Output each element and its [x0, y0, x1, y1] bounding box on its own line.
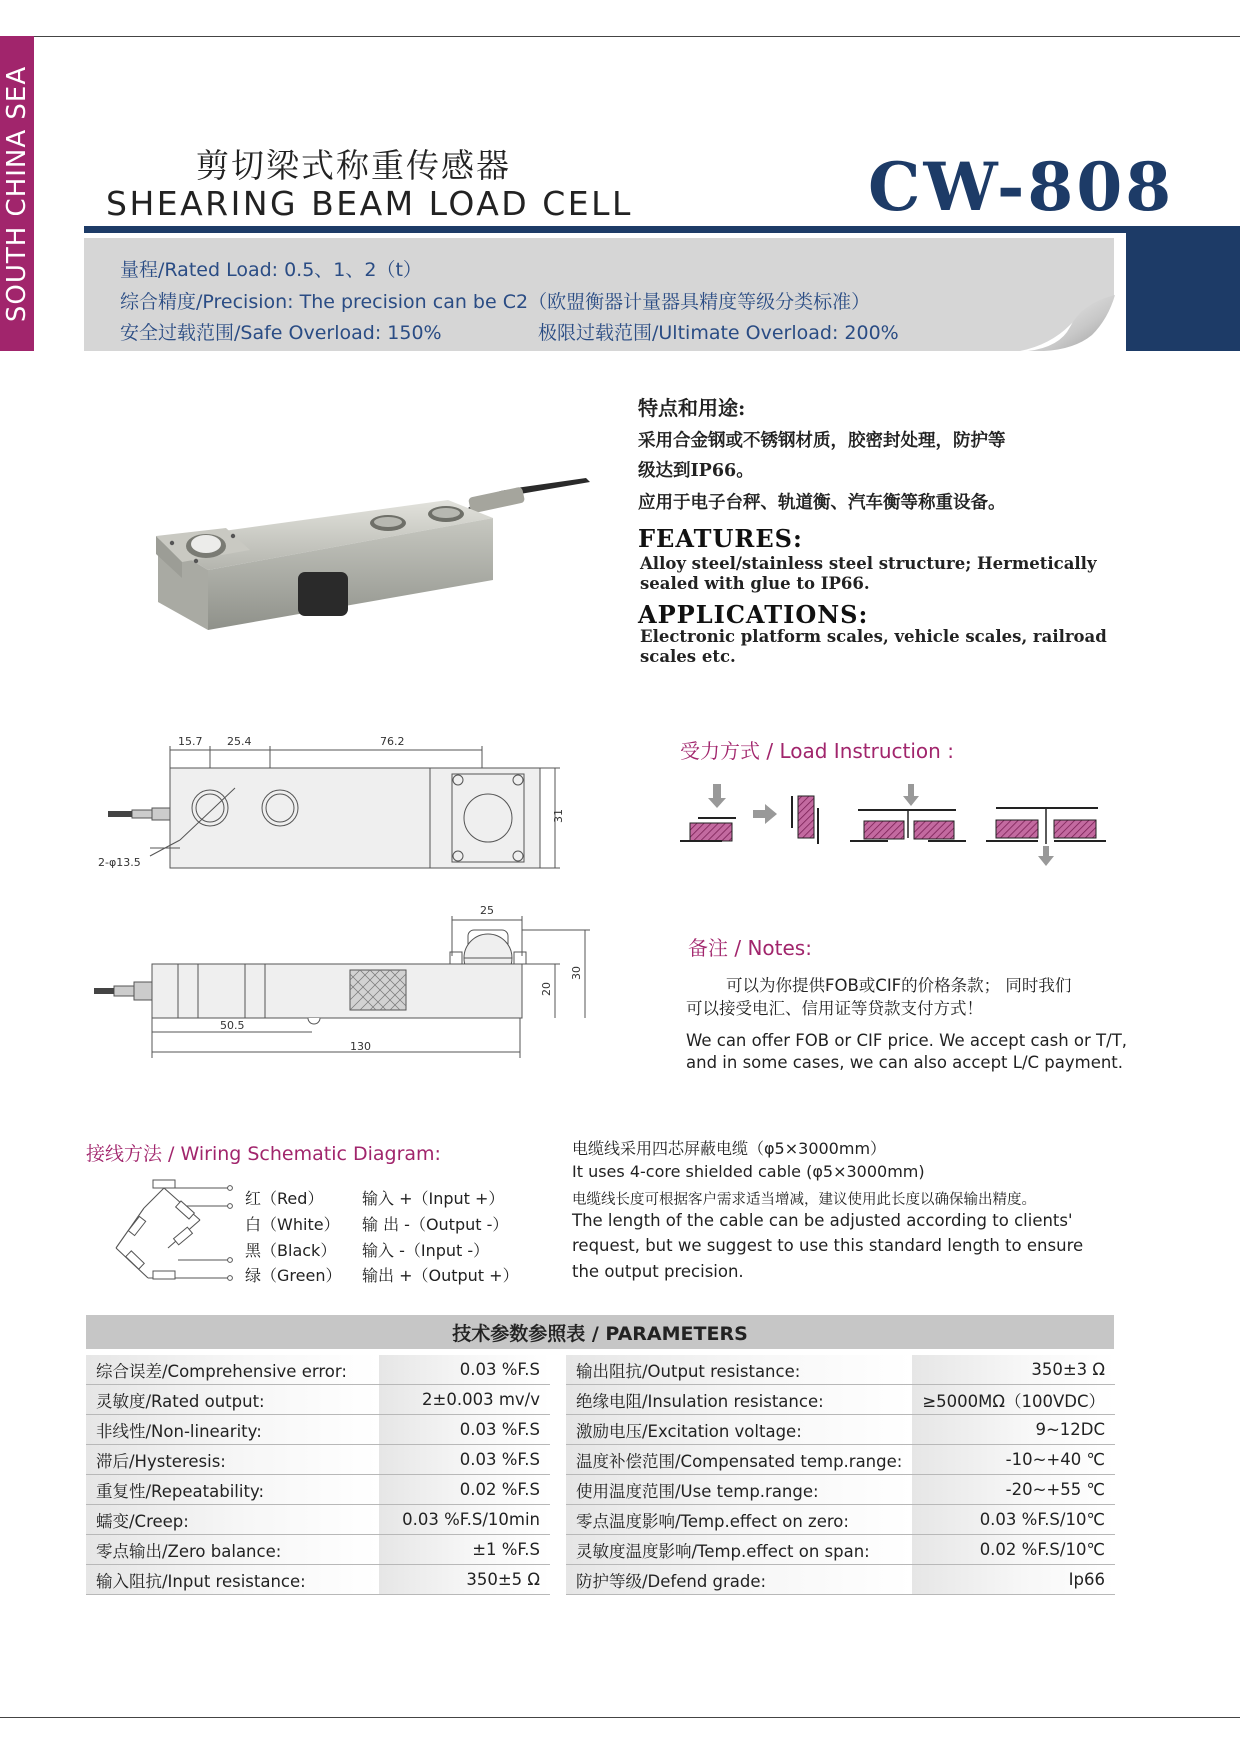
parameter-value: ≥5000MΩ（100VDC）	[912, 1385, 1115, 1415]
parameter-label: 非线性/Non-linearity:	[86, 1415, 379, 1445]
cable-line-6: the output precision.	[572, 1262, 744, 1281]
parameter-value: 0.03 %F.S/10min	[379, 1505, 550, 1535]
parameter-row	[566, 1445, 1115, 1475]
parameter-label: 零点输出/Zero balance:	[86, 1535, 379, 1565]
wire-green-cn: 绿	[245, 1266, 262, 1285]
features-cn-line-2: 级达到IP66。	[638, 461, 754, 481]
wire-white-function: 输 出 -（Output -）	[362, 1215, 509, 1234]
dim-76-2: 76.2	[380, 735, 405, 748]
header-rule	[84, 226, 1240, 233]
parameter-value: ±1 %F.S	[379, 1535, 550, 1565]
parameter-label: 重复性/Repeatability:	[86, 1475, 379, 1505]
title-english: SHEARING BEAM LOAD CELL	[106, 184, 633, 223]
spec-ultimate-overload: 极限过载范围/Ultimate Overload: 200%	[538, 322, 899, 344]
parameter-value: 0.02 %F.S/10℃	[912, 1535, 1115, 1565]
features-cn-heading: 特点和用途:	[638, 396, 746, 420]
parameter-label: 绝缘电阻/Insulation resistance:	[566, 1385, 912, 1415]
load-cell-photo	[148, 470, 608, 645]
parameter-row	[86, 1415, 550, 1445]
cable-line-3: 电缆线长度可根据客户需求适当增减，建议使用此长度以确保输出精度。	[572, 1192, 1036, 1208]
spec-safe-overload: 安全过载范围/Safe Overload: 150%	[120, 322, 442, 344]
parameters-title: 技术参数参照表 / PARAMETERS	[86, 1315, 1114, 1349]
parameter-value: 350±3 Ω	[912, 1355, 1115, 1385]
load-instruction-title-cn: 受力方式	[680, 739, 760, 763]
parameter-value: Ip66	[912, 1565, 1115, 1595]
wire-black-cn: 黑	[245, 1241, 262, 1260]
parameter-label: 输出阻抗/Output resistance:	[566, 1355, 912, 1385]
header-blue-block	[1126, 226, 1240, 351]
parameter-row	[86, 1565, 550, 1595]
parameter-label: 灵敏度/Rated output:	[86, 1385, 379, 1415]
parameter-label: 温度补偿范围/Compensated temp.range:	[566, 1445, 912, 1475]
wire-white-cn: 白	[245, 1215, 262, 1234]
features-cn-line-3: 应用于电子台秤、轨道衡、汽车衡等称重设备。	[638, 493, 1006, 513]
parameter-row	[566, 1535, 1115, 1565]
features-line-1: Alloy steel/stainless steel structure; Hermetically	[640, 554, 1097, 573]
cable-line-2: It uses 4-core shielded cable (φ5×3000mm)	[572, 1162, 925, 1181]
parameter-row	[566, 1355, 1115, 1385]
features-heading: FEATURES:	[638, 524, 803, 553]
dim-15-7: 15.7	[178, 735, 203, 748]
parameter-label: 蠕变/Creep:	[86, 1505, 379, 1535]
notes-cn-line-1: 可以为你提供FOB或CIF的价格条款； 同时我们	[726, 976, 1072, 995]
wire-red: 红（Red）	[245, 1189, 324, 1208]
cable-line-5: request, but we suggest to use this standard length to ensure	[572, 1236, 1084, 1255]
parameter-label: 灵敏度温度影响/Temp.effect on span:	[566, 1535, 912, 1565]
parameter-row	[86, 1385, 550, 1415]
dim-31: 31	[552, 809, 565, 823]
parameter-row	[566, 1505, 1115, 1535]
wiring-bridge-diagram	[108, 1176, 238, 1284]
parameter-row	[86, 1445, 550, 1475]
parameter-value: -10~+40 ℃	[912, 1445, 1115, 1475]
wire-black-en: Black	[277, 1241, 321, 1260]
load-instruction-title-en: / Load Instruction :	[760, 739, 954, 763]
parameter-value: 2±0.003 mv/v	[379, 1385, 550, 1415]
load-case-4	[986, 808, 1106, 866]
wiring-title-en: / Wiring Schematic Diagram:	[162, 1143, 441, 1165]
parameter-label: 滞后/Hysteresis:	[86, 1445, 379, 1475]
wire-black-function: 输入 -（Input -）	[362, 1241, 490, 1260]
side-brand-text: SOUTH CHINA SEA	[2, 65, 33, 322]
top-border	[0, 36, 1240, 37]
dim-130: 130	[350, 1040, 371, 1053]
wire-green-en: Green	[277, 1266, 326, 1285]
notes-en-line-2: and in some cases, we can also accept L/C payment.	[686, 1053, 1124, 1072]
wire-white: 白（White）	[245, 1215, 340, 1234]
cable-line-1: 电缆线采用四芯屏蔽电缆（φ5×3000mm）	[572, 1139, 887, 1158]
wire-red-cn: 红	[245, 1189, 262, 1208]
load-case-3	[850, 784, 966, 841]
parameter-value: 0.02 %F.S	[379, 1475, 550, 1505]
bottom-border	[0, 1717, 1240, 1718]
parameter-label: 防护等级/Defend grade:	[566, 1565, 912, 1595]
parameter-row	[566, 1475, 1115, 1505]
cable-line-4: The length of the cable can be adjusted according to clients'	[572, 1211, 1073, 1230]
load-instruction-diagram	[678, 778, 1118, 868]
parameter-value: 9~12DC	[912, 1415, 1115, 1445]
wire-green: 绿（Green）	[245, 1266, 342, 1285]
applications-heading: APPLICATIONS:	[638, 600, 869, 629]
load-instruction-title	[680, 735, 954, 764]
notes-title	[688, 932, 812, 961]
spec-rated-load: 量程/Rated Load: 0.5、1、2（t）	[120, 259, 422, 281]
dim-20: 20	[540, 982, 553, 996]
hole-spec: 2-φ13.5	[98, 856, 141, 869]
applications-line-1: Electronic platform scales, vehicle scales, railroad	[640, 627, 1107, 646]
parameters-table-left	[86, 1355, 550, 1595]
parameter-row	[566, 1415, 1115, 1445]
wire-red-en: Red	[277, 1189, 308, 1208]
parameter-label: 零点温度影响/Temp.effect on zero:	[566, 1505, 912, 1535]
model-number: CW-808	[868, 148, 1175, 226]
parameter-row	[566, 1565, 1115, 1595]
drawing-side-view	[90, 900, 610, 1060]
parameter-row	[86, 1355, 550, 1385]
spec-precision: 综合精度/Precision: The precision can be C2（欧盟衡器计量器具精度等级分类标准）	[120, 291, 871, 313]
wire-red-function: 输入 +（Input +）	[362, 1189, 505, 1208]
dim-50-5: 50.5	[220, 1019, 245, 1032]
title-chinese: 剪切梁式称重传感器	[196, 146, 511, 185]
parameter-row	[86, 1475, 550, 1505]
notes-title-cn: 备注	[688, 936, 728, 960]
parameters-table-right	[566, 1355, 1115, 1595]
wire-green-function: 输出 +（Output +）	[362, 1266, 519, 1285]
load-case-1	[680, 784, 736, 841]
wire-black: 黑（Black）	[245, 1241, 337, 1260]
features-cn-line-1: 采用合金钢或不锈钢材质，胶密封处理，防护等	[638, 431, 1006, 451]
parameter-value: 0.03 %F.S	[379, 1355, 550, 1385]
parameter-value: 0.03 %F.S/10℃	[912, 1505, 1115, 1535]
dim-25: 25	[480, 904, 494, 917]
parameter-row	[566, 1385, 1115, 1415]
page-curl-decoration	[1020, 295, 1115, 351]
parameter-label: 使用温度范围/Use temp.range:	[566, 1475, 912, 1505]
parameter-label: 输入阻抗/Input resistance:	[86, 1565, 379, 1595]
parameter-label: 综合误差/Comprehensive error:	[86, 1355, 379, 1385]
drawing-top-view	[90, 728, 580, 878]
applications-line-2: scales etc.	[640, 647, 736, 666]
parameter-row	[86, 1505, 550, 1535]
parameter-label: 激励电压/Excitation voltage:	[566, 1415, 912, 1445]
notes-title-en: / Notes:	[728, 936, 812, 960]
wire-white-en: White	[277, 1215, 324, 1234]
side-brand-text-wrap	[0, 36, 34, 351]
features-line-2: sealed with glue to IP66.	[640, 574, 870, 593]
parameter-value: 350±5 Ω	[379, 1565, 550, 1595]
parameter-value: 0.03 %F.S	[379, 1445, 550, 1475]
dim-25-4: 25.4	[227, 735, 252, 748]
parameter-value: -20~+55 ℃	[912, 1475, 1115, 1505]
wiring-title	[86, 1139, 441, 1166]
notes-en-line-1: We can offer FOB or CIF price. We accept cash or T/T,	[686, 1031, 1128, 1050]
load-case-2	[753, 796, 818, 844]
parameter-row	[86, 1535, 550, 1565]
wiring-title-cn: 接线方法	[86, 1143, 163, 1165]
dim-30: 30	[570, 966, 583, 980]
parameter-value: 0.03 %F.S	[379, 1415, 550, 1445]
notes-cn-line-2: 可以接受电汇、信用证等贷款支付方式！	[686, 999, 983, 1018]
